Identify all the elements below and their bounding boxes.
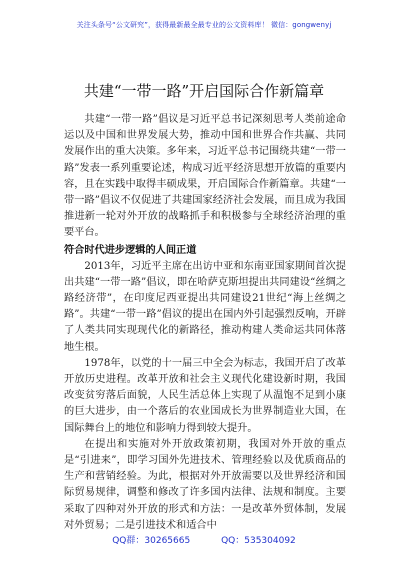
- header-notice[interactable]: 关注头条号“公文研究”，获得最新最全最专业的公文资料库！ 微信：gongwenyj: [76, 21, 332, 29]
- document-body: [64, 112, 346, 534]
- footer-qq-group[interactable]: QQ群：30265665: [112, 536, 191, 546]
- paragraph-opening-policy: 在提出和实施对外开放政策初期，我国对外开放的重点是“引进来”，即学习国外先进技术、管理经验以及优质商品的生产和营销经验。为此，根据对外开放需要以及世界经济和国际贸易规律，调整和修改了许多国内法律、法规和制度。主要采取了四种对外开放的形式和方法：一是改革外贸体制，发展对外贸易；二是引进技术和适合中: [64, 438, 346, 531]
- footer-qq-contact[interactable]: QQ：535304092: [221, 536, 296, 546]
- paragraph-intro: 共建“一带一路”倡议是习近平总书记深刻思考人类前途命运以及中国和世界发展大势，推动中国和世界合作共赢、共同发展作出的重大决策。多年来，习近平总书记围绕共建“一带一路”发表一系列重要论述，构成习近平经济思想开放篇的重要内容，且在实践中取得丰硕成果，开启国际合作新篇章。共建“一带一路”倡议不仅促进了共建国家经济社会发展，而且成为我国推进新一轮对外开放的战略抓手和积极参与全球经济治理的重要平台。: [64, 114, 346, 239]
- footer-contact: [0, 533, 408, 546]
- paragraph-2013: 2013年，习近平主席在出访中亚和东南亚国家期间首次提出共建“一带一路”倡议，即在哈萨克斯坦提出共同建设“丝绸之路经济带”，在印度尼西亚提出共同建设21世纪“海上丝绸之路”。共建“一带一路”倡议的提出在国内外引起强烈反响，开辟了人类共同实现现代化的新路径，推动构建人类命运共同体落地生根。: [64, 260, 346, 353]
- section-heading: 符合时代进步逻辑的人间正道: [64, 244, 197, 256]
- document-title: 共建“一带一路”开启国际合作新篇章: [83, 82, 325, 100]
- paragraph-1978: 1978年，以党的十一届三中全会为标志，我国开启了改革开放历史进程。改革开放和社会主义现代化建设新时期，我国改变贫穷落后面貌，人民生活总体上实现了从温饱不足到小康的巨大进步，由一个落后的农业国成长为世界制造业大国，在国际舞台上的地位和影响力得到较大提升。: [64, 357, 346, 434]
